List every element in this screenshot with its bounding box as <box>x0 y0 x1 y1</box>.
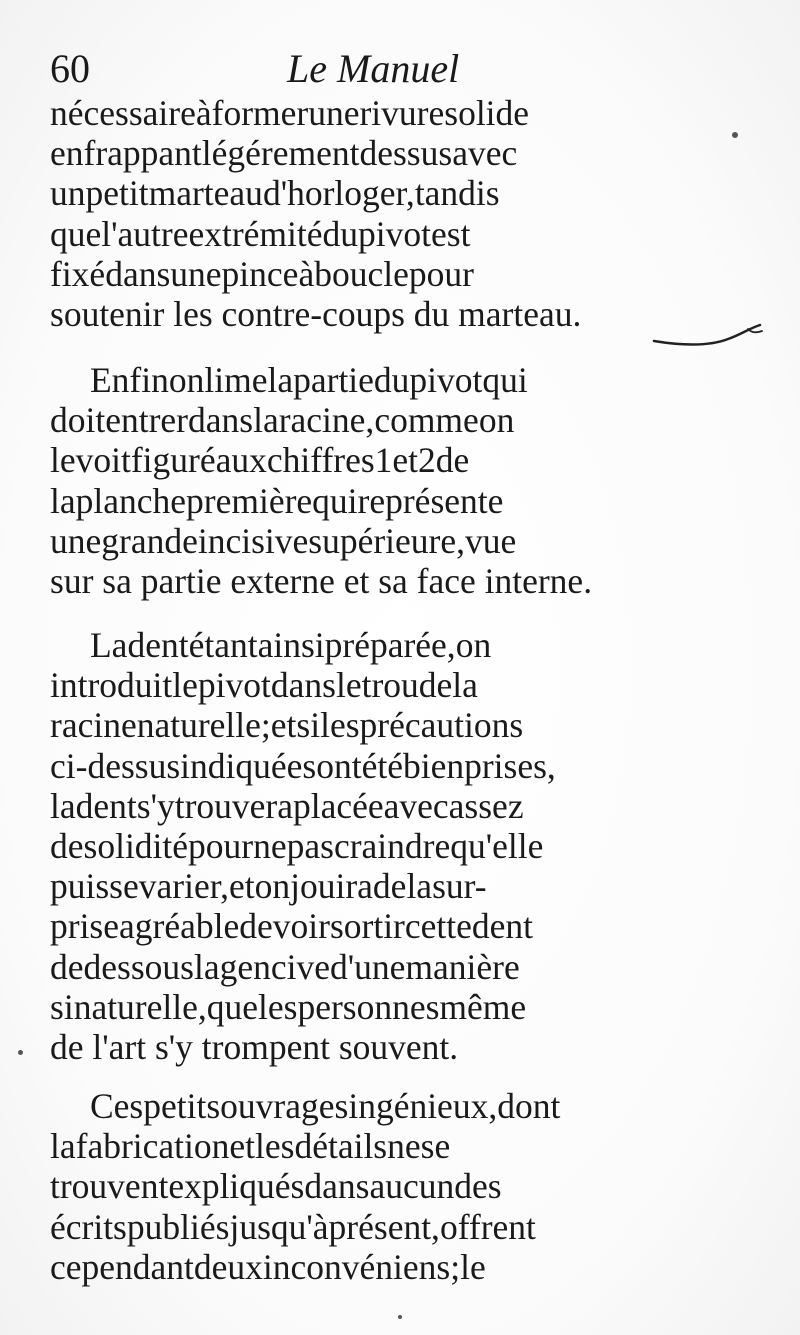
text-line: trouventexpliquésdansaucundes <box>50 1166 502 1207</box>
page-header <box>50 44 750 94</box>
end-flourish-ornament <box>648 315 768 355</box>
text-line: cependantdeuxinconvéniens;le <box>50 1246 486 1287</box>
text-line: Ladentétantainsipréparée,on <box>90 625 492 665</box>
text-line: doitentrerdanslaracine,commeon <box>50 400 515 441</box>
text-line: desoliditépournepascraindrequ'elle <box>50 825 544 866</box>
text-line: laplanchepremièrequireprésente <box>50 480 504 521</box>
text-line: enfrappantlégérementdessusavec <box>50 133 518 174</box>
text-line: nécessaireàformerunerivuresolide <box>50 93 530 133</box>
text-line: dedessouslagencived'unemanière <box>50 946 520 987</box>
text-line: unegrandeincisivesupérieure,vue <box>50 520 517 561</box>
paragraph-2 <box>50 360 716 601</box>
print-speck <box>18 1050 23 1055</box>
text-line: levoitfiguréauxchiffres1et2de <box>50 440 470 481</box>
paragraph-4 <box>50 1086 716 1287</box>
text-line: puissevarier,etonjouiradelasur- <box>50 866 487 907</box>
print-speck <box>398 1315 402 1319</box>
text-line: sinaturelle,quelespersonnesmême <box>50 986 527 1027</box>
text-line: ci-dessusindiquéesontétébienprises, <box>50 745 556 786</box>
text-line: quel'autreextrémitédupivotest <box>50 213 471 254</box>
page-number: 60 <box>50 46 90 91</box>
text-line: Enfinonlimelapartiedupivotqui <box>90 360 528 400</box>
text-line: Cespetitsouvragesingénieux,dont <box>90 1086 561 1126</box>
text-line: sur sa partie externe et sa face interne. <box>50 560 593 601</box>
text-line: écritspubliésjusqu'àprésent,offrent <box>50 1206 536 1247</box>
text-line: lafabricationetlesdétailsnese <box>50 1126 451 1167</box>
text-line: unpetitmarteaud'horloger,tandis <box>50 173 500 214</box>
print-speck <box>732 132 738 138</box>
text-line: de l'art s'y trompent souvent. <box>50 1026 459 1067</box>
running-title: Le Manuel <box>287 46 460 91</box>
text-line: soutenir les contre-coups du marteau. <box>50 293 582 334</box>
paragraph-1 <box>50 93 716 334</box>
text-line: racinenaturelle;etsilesprécautions <box>50 705 524 746</box>
text-line: fixédansunepinceàbouclepour <box>50 253 474 294</box>
text-line: priseagréabledevoirsortircettedent <box>50 906 533 947</box>
paragraph-3 <box>50 625 716 1067</box>
text-line: introduitlepivotdansletroudela <box>50 665 478 706</box>
text-line: ladents'ytrouveraplacéeavecassez <box>50 785 524 826</box>
